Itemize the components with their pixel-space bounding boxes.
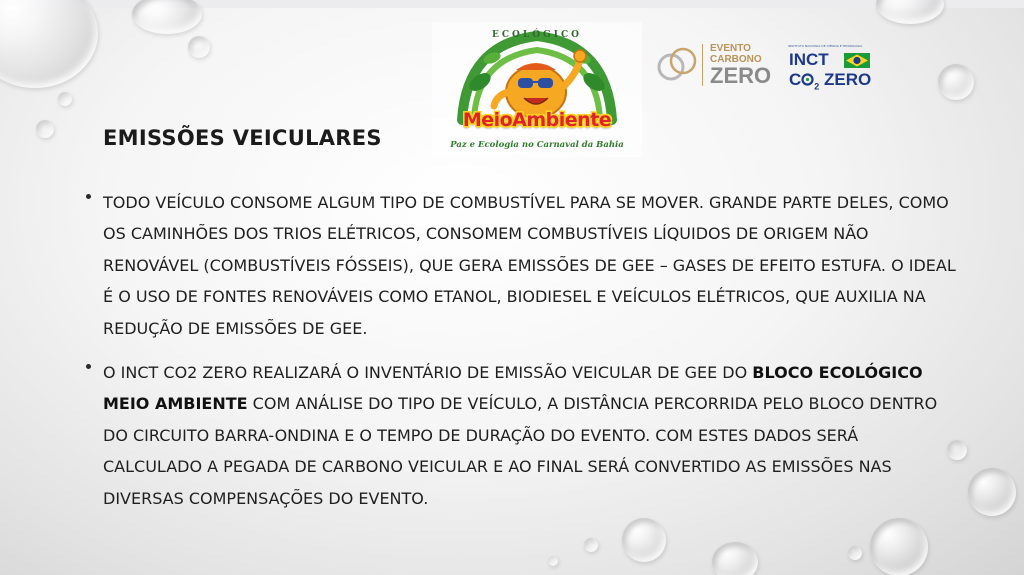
mascot-illustration	[432, 22, 642, 157]
inct-co2-zero	[789, 71, 871, 95]
slide-title: EMISSÕES VEICULARES	[103, 126, 382, 150]
water-drop	[712, 542, 758, 575]
water-drop	[968, 468, 1016, 516]
water-drop	[188, 36, 210, 58]
water-drop	[132, 0, 202, 34]
inct-small-text: INSTITUTO NACIONAL DE CIÊNCIA E TECNOLOGIA	[788, 44, 863, 48]
festival-logo	[432, 22, 642, 157]
event-zero: ZERO	[710, 63, 772, 88]
water-drop	[0, 0, 98, 88]
circles-icon	[656, 46, 700, 84]
water-drop	[548, 556, 558, 566]
co2-prefix: C	[789, 70, 802, 89]
event-carbono-zero-logo	[656, 40, 778, 90]
water-drop	[58, 92, 72, 106]
event-line-1: EVENTO	[710, 43, 751, 54]
bullet-item	[86, 187, 956, 344]
co2-zero: ZERO	[824, 70, 872, 89]
bullet-text-bold: BLOCO ECOLÓGICO MEIO AMBIENTE	[103, 363, 923, 414]
water-drop	[870, 518, 928, 575]
bullet-item	[86, 357, 956, 514]
water-drop	[876, 0, 944, 24]
inct-name: INCT	[789, 50, 829, 69]
co2-leaf-icon	[801, 73, 814, 86]
logo-divider	[702, 44, 703, 86]
brazil-flag-icon	[844, 53, 870, 68]
festival-brand-text: MeioAmbiente	[462, 109, 612, 131]
water-drop	[622, 518, 666, 562]
bullet-text	[103, 357, 956, 514]
bullet-text-before: O INCT CO2 ZERO REALIZARÁ O INVENTÁRIO DE EMISSÃO VEICULAR DE GEE DO	[103, 363, 753, 383]
festival-tagline: Paz e Ecologia no Carnaval da Bahia	[450, 140, 624, 150]
water-drop	[938, 64, 974, 100]
bullet-list	[86, 187, 956, 514]
bullet-dot-icon	[86, 194, 91, 199]
bullet-text: TODO VEÍCULO CONSOME ALGUM TIPO DE COMBUSTÍVEL PARA SE MOVER. GRANDE PARTE DELES, COMO OS CAMINHÕES DOS TRIOS ELÉTRICOS, CONSOMEM COMBUSTÍVEIS LÍQUIDOS DE ORIGEM NÃO RENOVÁVEL (COMBUSTÍVEIS FÓSSEIS), QUE GERA EMISSÕES DE GEE – GASES DE EFEITO ESTUFA. O IDEAL É O USO DE FONTES RENOVÁVEIS COMO ETANOL, BIODIESEL E VEÍCULOS ELÉTRICOS, QUE AUXILIA NA REDUÇÃO DE EMISSÕES DE GEE.	[103, 193, 956, 338]
co2-subscript: 2	[814, 81, 820, 92]
water-drop	[36, 120, 54, 138]
water-drop	[584, 538, 598, 552]
event-line-2: CARBONO	[710, 54, 762, 65]
bullet-dot-icon	[86, 364, 91, 369]
bullet-text-after: COM ANÁLISE DO TIPO DE VEÍCULO, A DISTÂNCIA PERCORRIDA PELO BLOCO DENTRO DO CIRCUITO BARRA-ONDINA E O TEMPO DE DURAÇÃO DO EVENTO. COM ESTES DADOS SERÁ CALCULADO A PEGADA DE CARBONO VEICULAR E AO FINAL SERÁ CONVERTIDO AS EMISSÕES NAS DIVERSAS COMPENSAÇÕES DO EVENTO.	[103, 394, 938, 508]
festival-arc-text: ECOLÓGICO	[492, 30, 582, 40]
inct-co2-zero-logo	[788, 44, 884, 92]
water-drop	[848, 546, 862, 560]
